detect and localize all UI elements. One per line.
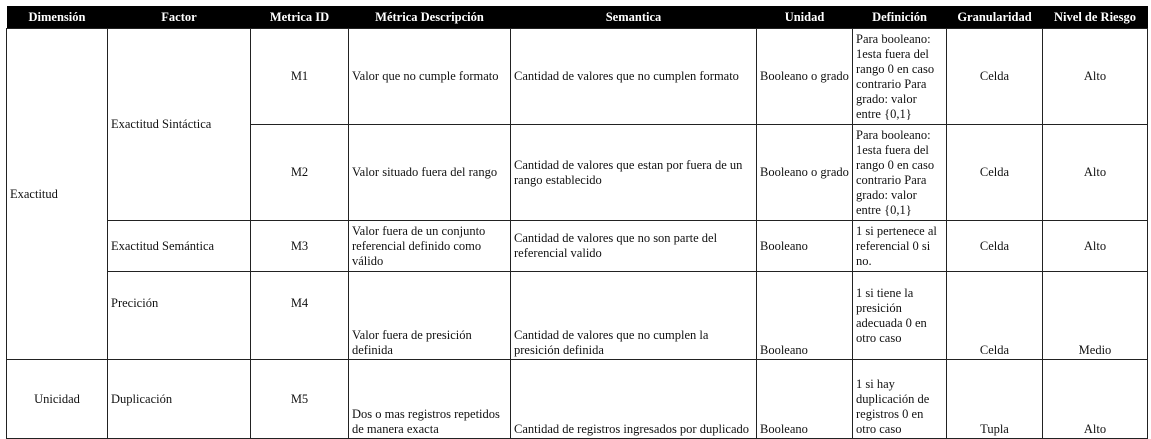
metric-description-cell: Valor que no cumple formato [349, 29, 511, 125]
granularity-cell: Tupla [947, 360, 1043, 439]
table-row [7, 29, 1148, 125]
granularity-cell: Celda [947, 221, 1043, 272]
definition-cell: 1 si hay duplicación de registros 0 en otro caso [853, 360, 947, 439]
header-unit: Unidad [757, 6, 853, 29]
header-metric-description: Métrica Descripción [349, 6, 511, 29]
table-row [7, 221, 1148, 272]
definition-cell: 1 si pertenece al referencial 0 si no. [853, 221, 947, 272]
factor-cell: Exactitud Sintáctica [108, 29, 251, 221]
risk-level-cell: Alto [1043, 125, 1148, 221]
header-risk-level: Nivel de Riesgo [1043, 6, 1148, 29]
metric-description-cell: Valor fuera de un conjunto referencial definido como válido [349, 221, 511, 272]
unit-cell: Booleano o grado [757, 125, 853, 221]
granularity-cell: Celda [947, 29, 1043, 125]
metric-id-cell: M2 [251, 125, 349, 221]
dimension-cell: Exactitud [7, 29, 108, 360]
risk-level-cell: Alto [1043, 360, 1148, 439]
semantics-cell: Cantidad de valores que no cumplen formato [511, 29, 757, 125]
header-granularity: Granularidad [947, 6, 1043, 29]
unit-cell: Booleano o grado [757, 29, 853, 125]
header-dimension: Dimensión [7, 6, 108, 29]
metric-description-cell: Dos o mas registros repetidos de manera exacta [349, 360, 511, 439]
factor-cell: Duplicación [108, 360, 251, 439]
metric-id-cell: M1 [251, 29, 349, 125]
granularity-cell: Celda [947, 272, 1043, 360]
definition-cell: 1 si tiene la presición adecuada 0 en otro caso [853, 272, 947, 360]
granularity-cell: Celda [947, 125, 1043, 221]
table-row [7, 360, 1148, 439]
unit-cell: Booleano [757, 221, 853, 272]
header-semantics: Semantica [511, 6, 757, 29]
semantics-cell: Cantidad de valores que no son parte del referencial valido [511, 221, 757, 272]
metric-description-cell: Valor fuera de presición definida [349, 272, 511, 360]
factor-cell: Precición [108, 272, 251, 360]
header-row [7, 6, 1148, 29]
metrics-table [6, 6, 1148, 439]
dimension-cell: Unicidad [7, 360, 108, 439]
header-factor: Factor [108, 6, 251, 29]
header-definition: Definición [853, 6, 947, 29]
metric-description-cell: Valor situado fuera del rango [349, 125, 511, 221]
metric-id-cell: M3 [251, 221, 349, 272]
unit-cell: Booleano [757, 272, 853, 360]
semantics-cell: Cantidad de registros ingresados por duplicado [511, 360, 757, 439]
metric-id-cell: M5 [251, 360, 349, 439]
risk-level-cell: Alto [1043, 29, 1148, 125]
definition-cell: Para booleano: 1esta fuera del rango 0 en caso contrario Para grado: valor entre {0,1} [853, 125, 947, 221]
factor-cell: Exactitud Semántica [108, 221, 251, 272]
semantics-cell: Cantidad de valores que no cumplen la presición definida [511, 272, 757, 360]
risk-level-cell: Alto [1043, 221, 1148, 272]
metric-id-cell: M4 [251, 272, 349, 360]
semantics-cell: Cantidad de valores que estan por fuera de un rango establecido [511, 125, 757, 221]
unit-cell: Booleano [757, 360, 853, 439]
table-row [7, 272, 1148, 360]
risk-level-cell: Medio [1043, 272, 1148, 360]
header-metric-id: Metrica ID [251, 6, 349, 29]
definition-cell: Para booleano: 1esta fuera del rango 0 en caso contrario Para grado: valor entre {0,1} [853, 29, 947, 125]
